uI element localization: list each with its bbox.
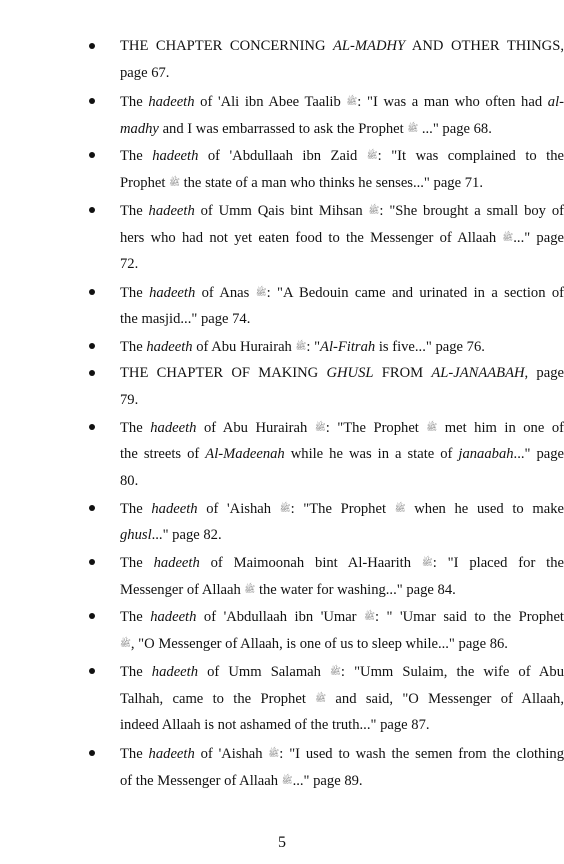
text-run: The bbox=[120, 339, 147, 355]
italic-text: AL-JANAABAH bbox=[431, 365, 525, 381]
text-run: : "I placed for the bbox=[432, 555, 564, 571]
honorific-symbol: ﷺ bbox=[368, 205, 380, 215]
text-run: of 'Abdullaah ibn Zaid bbox=[198, 148, 367, 164]
entry-text bbox=[120, 658, 564, 739]
entry-line bbox=[120, 441, 564, 468]
text-run: The bbox=[120, 501, 152, 517]
text-run: of 'Aishah bbox=[194, 746, 269, 762]
text-run: Talhah, came to the Prophet bbox=[120, 691, 316, 707]
text-run: , "O Messenger of Allaah, is one of us to sleep while..." page 86. bbox=[130, 636, 508, 652]
bullet-icon bbox=[89, 750, 95, 756]
entry-text bbox=[120, 279, 564, 333]
text-run: The bbox=[120, 746, 149, 762]
honorific-symbol: ﷺ bbox=[315, 693, 327, 703]
text-run: The bbox=[120, 94, 149, 110]
text-run: ..." page bbox=[513, 230, 564, 246]
entry-line bbox=[120, 495, 564, 522]
text-run: : "She brought a small boy of bbox=[379, 203, 564, 219]
italic-text: hadeeth bbox=[151, 664, 198, 680]
text-run: : " bbox=[306, 339, 321, 355]
entry-line bbox=[120, 549, 564, 576]
italic-text: hadeeth bbox=[146, 339, 193, 355]
text-run: while he was in a state of bbox=[284, 446, 459, 462]
italic-text: al- bbox=[547, 94, 564, 110]
italic-text: madhy bbox=[120, 121, 159, 137]
entry-line bbox=[120, 333, 564, 360]
italic-text: hadeeth bbox=[148, 94, 195, 110]
italic-text: hadeeth bbox=[153, 555, 200, 571]
entry-text bbox=[120, 360, 564, 414]
bullet-icon bbox=[89, 424, 95, 430]
honorific-symbol: ﷺ bbox=[394, 503, 406, 513]
entry-text bbox=[120, 603, 564, 657]
entry-line bbox=[120, 142, 564, 169]
text-run: ..." page bbox=[513, 446, 564, 462]
entry-line bbox=[120, 630, 564, 657]
text-run: of Anas bbox=[195, 285, 256, 301]
entry-line bbox=[120, 224, 564, 251]
text-run: THE CHAPTER OF MAKING bbox=[120, 365, 327, 381]
entry-line bbox=[120, 576, 564, 603]
text-run: of Abu Hurairah bbox=[192, 339, 296, 355]
italic-text: GHUSL bbox=[326, 365, 374, 381]
text-run: ..." page 82. bbox=[151, 527, 222, 543]
text-run: , page bbox=[524, 365, 564, 381]
entry-line bbox=[120, 767, 564, 794]
entry-line bbox=[120, 60, 564, 87]
text-run: of Maimoonah bint Al-Haarith bbox=[199, 555, 422, 571]
bullet-icon bbox=[89, 152, 95, 158]
honorific-symbol: ﷺ bbox=[330, 666, 341, 676]
text-run: : "It was complained to the bbox=[377, 148, 564, 164]
italic-text: hadeeth bbox=[150, 609, 197, 625]
text-run: of 'Ali ibn Abee Taalib bbox=[194, 94, 347, 110]
text-run: FROM bbox=[373, 365, 432, 381]
text-run: the streets of bbox=[120, 446, 206, 462]
entry-line bbox=[120, 658, 564, 685]
entry-text bbox=[120, 197, 564, 278]
entry-text bbox=[120, 142, 564, 196]
text-run: of Abu Hurairah bbox=[196, 420, 315, 436]
entry-line bbox=[120, 169, 564, 196]
text-run: and I was embarrassed to ask the Prophet bbox=[158, 121, 408, 137]
entry-line bbox=[120, 251, 564, 278]
bullet-icon bbox=[89, 207, 95, 213]
honorific-symbol: ﷺ bbox=[279, 503, 291, 513]
page-number: 5 bbox=[278, 834, 286, 851]
honorific-symbol: ﷺ bbox=[421, 557, 433, 567]
text-run: AND OTHER THINGS, bbox=[405, 38, 564, 54]
text-run: Prophet bbox=[120, 175, 170, 191]
entry-text bbox=[120, 414, 564, 495]
bullet-icon bbox=[89, 289, 95, 295]
bullet-icon bbox=[89, 343, 95, 349]
entry-text bbox=[120, 740, 564, 794]
text-run: The bbox=[120, 420, 151, 436]
text-run: 80. bbox=[120, 473, 139, 489]
text-run: : "I was a man who often had bbox=[357, 94, 548, 110]
entry-line bbox=[120, 387, 564, 414]
entry-line bbox=[120, 603, 564, 630]
italic-text: hadeeth bbox=[149, 285, 196, 301]
text-run: the masjid..." page 74. bbox=[120, 311, 251, 327]
text-run: of the Messenger of Allaah bbox=[120, 773, 282, 789]
text-run: the water for washing..." page 84. bbox=[255, 582, 456, 598]
text-run: The bbox=[120, 148, 153, 164]
entry-line bbox=[120, 33, 564, 60]
entry-line bbox=[120, 88, 564, 115]
honorific-symbol: ﷺ bbox=[346, 96, 358, 106]
text-run: and said, "O Messenger of Allaah, bbox=[326, 691, 564, 707]
entry-line bbox=[120, 115, 564, 142]
text-run: THE CHAPTER CONCERNING bbox=[120, 38, 333, 54]
honorific-symbol: ﷺ bbox=[281, 775, 293, 785]
text-run: the state of a man who thinks he senses..." page 71. bbox=[179, 175, 483, 191]
italic-text: Al-Madeenah bbox=[205, 446, 285, 462]
honorific-symbol: ﷺ bbox=[120, 638, 131, 648]
text-run: when he used to make bbox=[405, 501, 564, 517]
italic-text: hadeeth bbox=[151, 501, 198, 517]
text-run: page 67. bbox=[120, 65, 170, 81]
bullet-icon bbox=[89, 613, 95, 619]
text-run: of 'Aishah bbox=[197, 501, 280, 517]
italic-text: Al-Fitrah bbox=[320, 339, 376, 355]
text-run: The bbox=[120, 555, 154, 571]
bullet-icon bbox=[89, 43, 95, 49]
italic-text: hadeeth bbox=[150, 420, 197, 436]
italic-text: AL-MADHY bbox=[333, 38, 406, 54]
honorific-symbol: ﷺ bbox=[169, 177, 180, 187]
honorific-symbol: ﷺ bbox=[502, 232, 514, 242]
text-run: ..." page 68. bbox=[418, 121, 492, 137]
honorific-symbol: ﷺ bbox=[407, 123, 419, 133]
entry-text bbox=[120, 495, 564, 549]
italic-text: hadeeth bbox=[148, 746, 195, 762]
entry-line bbox=[120, 468, 564, 495]
entry-line bbox=[120, 522, 564, 549]
bullet-icon bbox=[89, 559, 95, 565]
text-run: met him in one of bbox=[437, 420, 564, 436]
honorific-symbol: ﷺ bbox=[295, 341, 307, 351]
text-run: of Umm Qais bint Mihsan bbox=[194, 203, 369, 219]
bullet-icon bbox=[89, 505, 95, 511]
entry-line bbox=[120, 414, 564, 441]
text-run: : "Umm Sulaim, the wife of Abu bbox=[340, 664, 564, 680]
entry-line bbox=[120, 306, 564, 333]
text-run: is five..." page 76. bbox=[375, 339, 485, 355]
honorific-symbol: ﷺ bbox=[366, 150, 378, 160]
text-run: indeed Allaah is not ashamed of the truth..." page 87. bbox=[120, 717, 430, 733]
text-run: ..." page 89. bbox=[292, 773, 363, 789]
entry-line bbox=[120, 197, 564, 224]
text-run: 72. bbox=[120, 256, 139, 272]
text-run: hers who had not yet eaten food to the Messenger of Allaah bbox=[120, 230, 503, 246]
entry-text bbox=[120, 333, 564, 360]
text-run: : "The Prophet bbox=[325, 420, 427, 436]
honorific-symbol: ﷺ bbox=[268, 748, 280, 758]
text-run: : "A Bedouin came and urinated in a section of bbox=[266, 285, 564, 301]
text-run: The bbox=[120, 203, 149, 219]
honorific-symbol: ﷺ bbox=[255, 287, 267, 297]
entry-text bbox=[120, 549, 564, 603]
honorific-symbol: ﷺ bbox=[244, 584, 256, 594]
text-run: : "The Prophet bbox=[290, 501, 395, 517]
entry-line bbox=[120, 279, 564, 306]
bullet-icon bbox=[89, 98, 95, 104]
honorific-symbol: ﷺ bbox=[364, 611, 375, 621]
text-run: Messenger of Allaah bbox=[120, 582, 245, 598]
text-run: : "I used to wash the semen from the clothing bbox=[279, 746, 564, 762]
text-run: of 'Abdullaah ibn 'Umar bbox=[196, 609, 365, 625]
entry-line bbox=[120, 740, 564, 767]
text-run: 79. bbox=[120, 392, 139, 408]
entry-text bbox=[120, 88, 564, 142]
honorific-symbol: ﷺ bbox=[426, 422, 438, 432]
italic-text: janaabah bbox=[458, 446, 514, 462]
entry-line bbox=[120, 685, 564, 712]
entry-line bbox=[120, 712, 564, 739]
bullet-icon bbox=[89, 370, 95, 376]
italic-text: ghusl bbox=[120, 527, 152, 543]
italic-text: hadeeth bbox=[152, 148, 199, 164]
text-run: The bbox=[120, 285, 150, 301]
bullet-icon bbox=[89, 668, 95, 674]
honorific-symbol: ﷺ bbox=[314, 422, 326, 432]
text-run: : " 'Umar said to the Prophet bbox=[374, 609, 564, 625]
entry-line bbox=[120, 360, 564, 387]
italic-text: hadeeth bbox=[148, 203, 195, 219]
text-run: of Umm Salamah bbox=[198, 664, 331, 680]
entry-text bbox=[120, 33, 564, 87]
text-run: The bbox=[120, 609, 151, 625]
text-run: The bbox=[120, 664, 152, 680]
